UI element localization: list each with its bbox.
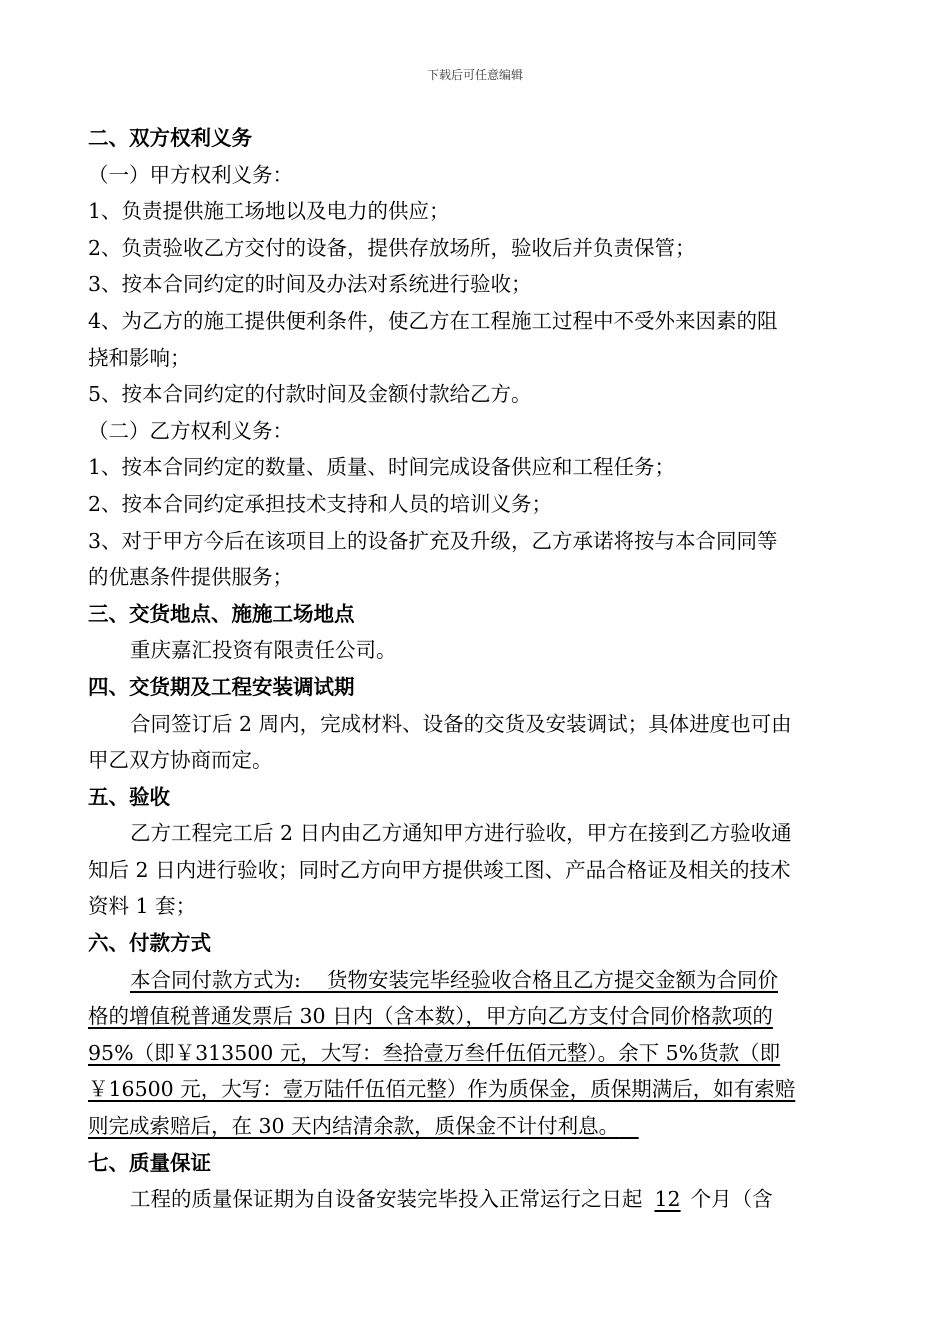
payment-terms-text: 本合同付款方式为: 货物安装完毕经验收合格且乙方提交金额为合同价	[130, 967, 778, 992]
header-note: 下载后可任意编辑	[426, 68, 523, 82]
section-4-body-line: 合同签订后 2 周内，完成材料、设备的交货及安装调试；具体进度也可由	[130, 711, 792, 736]
payment-terms-text: 格的增值税普通发票后 30 日内（含本数），甲方向乙方支付合同价格款项的	[88, 1004, 773, 1029]
warranty-months-value: 12	[654, 1187, 681, 1212]
section-3-title: 三、交货地点、施施工场地点	[88, 601, 355, 626]
party-a-item: 挠和影响；	[88, 345, 191, 370]
section-5-body-line: 资料 1 套；	[88, 894, 197, 919]
section-7-title: 七、质量保证	[88, 1150, 211, 1175]
section-4-body-line: 甲乙双方协商而定。	[88, 748, 273, 773]
payment-terms-text: 95%（即￥313500 元，大写：叁拾壹万叁仟伍佰元整）。余下 5%货款（即	[88, 1040, 781, 1065]
section-6-body-line	[88, 962, 858, 999]
warranty-text-suffix: 个月（含	[690, 1187, 773, 1212]
section-4-title: 四、交货期及工程安装调试期	[88, 674, 355, 699]
party-a-item: 2、负责验收乙方交付的设备，提供存放场所，验收后并负责保管；	[88, 235, 696, 260]
party-b-item: 1、按本合同约定的数量、质量、时间完成设备供应和工程任务；	[88, 455, 676, 480]
warranty-months-blank	[643, 1181, 691, 1218]
section-5-body-line: 知后 2 日内进行验收；同时乙方向甲方提供竣工图、产品合格证及相关的技术	[88, 857, 791, 882]
party-b-title: （二）乙方权利义务：	[88, 418, 293, 443]
party-a-title: （一）甲方权利义务：	[88, 162, 293, 187]
section-7-body-line	[88, 1181, 858, 1218]
section-6-title: 六、付款方式	[88, 931, 211, 956]
party-a-item: 1、负责提供施工场地以及电力的供应；	[88, 199, 450, 224]
section-2-title: 二、双方权利义务	[88, 126, 252, 150]
party-a-item: 3、按本合同约定的时间及办法对系统进行验收；	[88, 272, 532, 297]
underline-tail	[619, 1114, 639, 1138]
section-3-body: 重庆嘉汇投资有限责任公司。	[130, 638, 397, 663]
party-b-item: 3、对于甲方今后在该项目上的设备扩充及升级，乙方承诺将按与本合同同等	[88, 528, 778, 553]
section-5-body-line: 乙方工程完工后 2 日内由乙方通知甲方进行验收，甲方在接到乙方验收通	[130, 821, 792, 846]
party-a-item: 5、按本合同约定的付款时间及金额付款给乙方。	[88, 382, 532, 407]
party-b-item: 的优惠条件提供服务；	[88, 565, 293, 590]
party-a-item: 4、为乙方的施工提供便利条件，使乙方在工程施工过程中不受外来因素的阻	[88, 308, 778, 333]
payment-terms-text: ￥16500 元，大写：壹万陆仟伍佰元整）作为质保金，质保期满后，如有索赔	[88, 1077, 796, 1102]
document-body	[88, 120, 858, 1218]
section-6-body-line	[88, 1071, 858, 1108]
section-6-body-line	[88, 1035, 858, 1072]
warranty-text-prefix: 工程的质量保证期为自设备安装完毕投入正常运行之日起	[130, 1187, 643, 1212]
payment-terms-text: 则完成索赔后，在 30 天内结清余款，质保金不计付利息。	[88, 1114, 620, 1139]
section-6-body-line	[88, 998, 858, 1035]
section-6-body-line	[88, 1108, 858, 1145]
party-b-item: 2、按本合同约定承担技术支持和人员的培训义务；	[88, 491, 553, 516]
section-5-title: 五、验收	[88, 784, 170, 809]
